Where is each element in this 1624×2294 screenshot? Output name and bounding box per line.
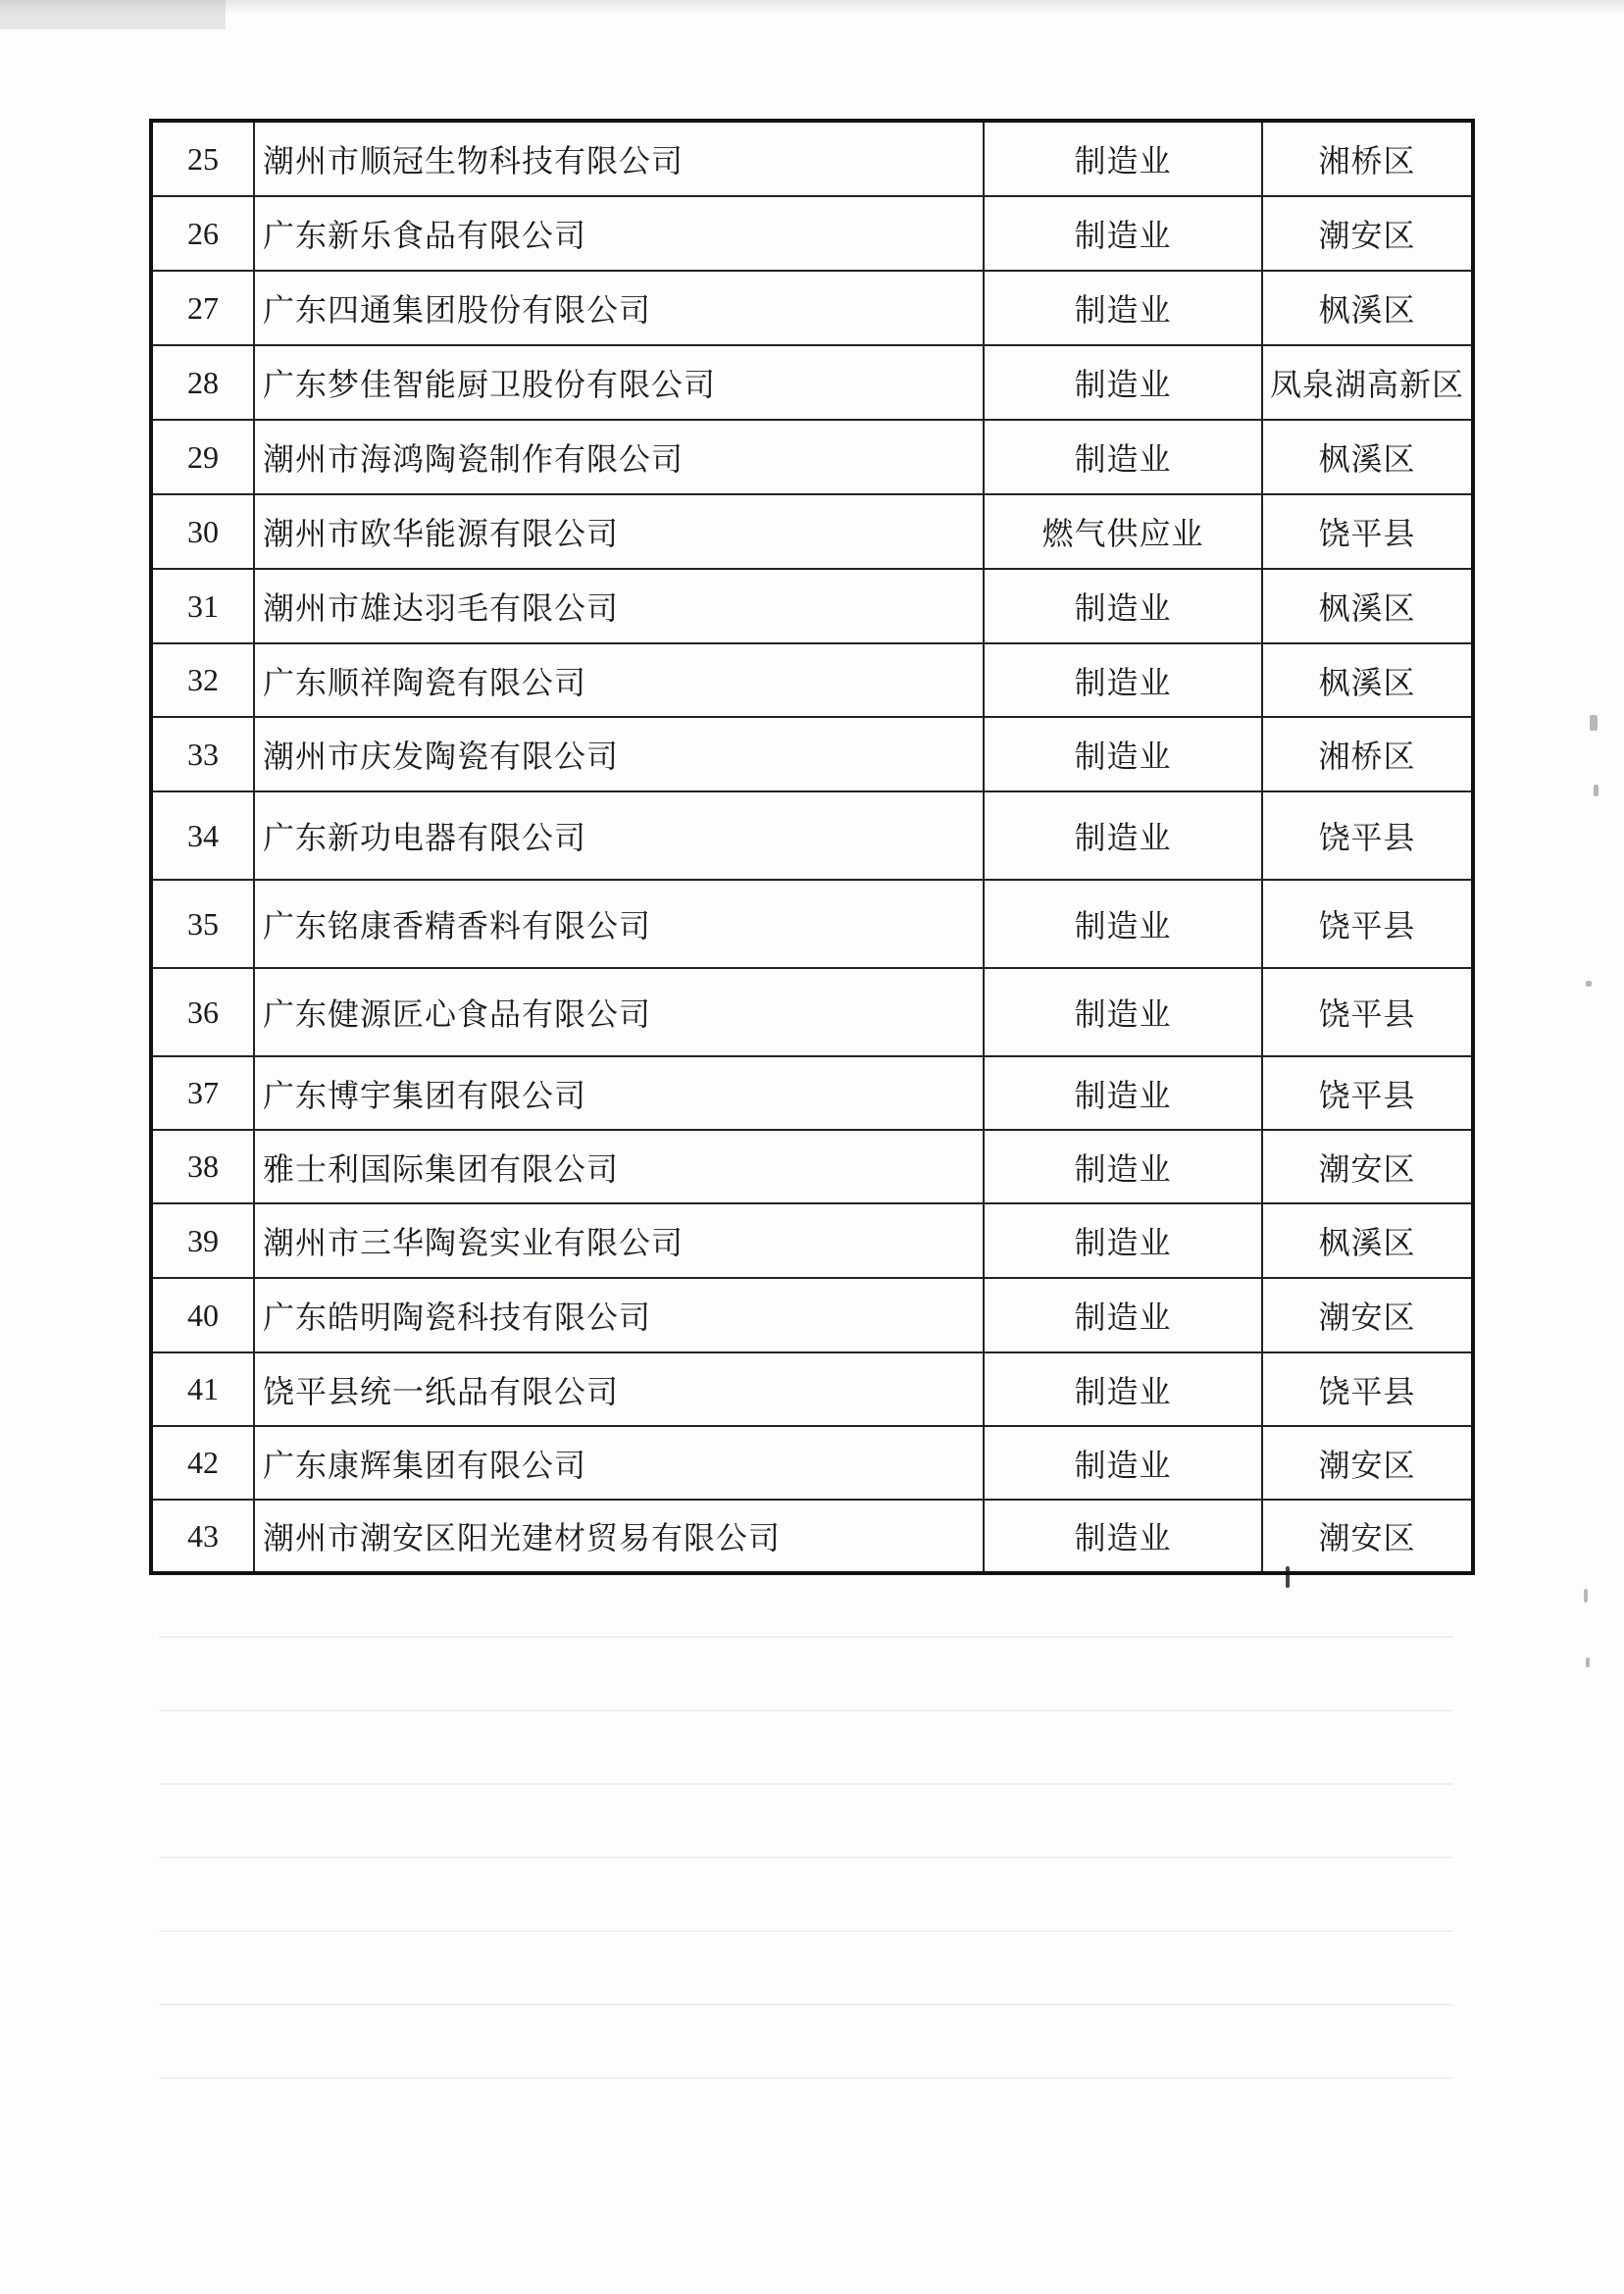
industry: 制造业 — [984, 569, 1262, 643]
row-number: 35 — [151, 880, 254, 968]
scan-speck — [1586, 1657, 1590, 1667]
company-name: 广东梦佳智能厨卫股份有限公司 — [254, 345, 984, 420]
table-row — [151, 1500, 1473, 1573]
district: 枫溪区 — [1262, 420, 1473, 494]
row-number: 29 — [151, 420, 254, 494]
row-number: 34 — [151, 791, 254, 880]
company-name: 广东皓明陶瓷科技有限公司 — [254, 1278, 984, 1352]
row-number: 32 — [151, 643, 254, 717]
district: 饶平县 — [1262, 494, 1473, 569]
table-row — [151, 1278, 1473, 1352]
district: 凤泉湖高新区 — [1262, 345, 1473, 420]
industry: 制造业 — [984, 880, 1262, 968]
row-number: 39 — [151, 1203, 254, 1278]
industry: 制造业 — [984, 196, 1262, 271]
table-row — [151, 420, 1473, 494]
industry: 制造业 — [984, 643, 1262, 717]
table-row — [151, 1426, 1473, 1500]
industry: 制造业 — [984, 1203, 1262, 1278]
row-number: 42 — [151, 1426, 254, 1500]
enterprise-list-table — [149, 119, 1464, 1575]
district: 饶平县 — [1262, 880, 1473, 968]
district: 饶平县 — [1262, 968, 1473, 1056]
industry: 制造业 — [984, 420, 1262, 494]
scan-corner-mark — [0, 0, 226, 29]
company-name: 广东四通集团股份有限公司 — [254, 271, 984, 345]
company-name: 潮州市顺冠生物科技有限公司 — [254, 121, 984, 196]
table-row — [151, 1130, 1473, 1203]
district: 枫溪区 — [1262, 1203, 1473, 1278]
table-row — [151, 791, 1473, 880]
company-name: 潮州市雄达羽毛有限公司 — [254, 569, 984, 643]
district: 潮安区 — [1262, 196, 1473, 271]
company-name: 广东康辉集团有限公司 — [254, 1426, 984, 1500]
scan-edge-shadow — [0, 0, 1624, 14]
table-row — [151, 1056, 1473, 1130]
company-name: 广东顺祥陶瓷有限公司 — [254, 643, 984, 717]
company-name: 潮州市三华陶瓷实业有限公司 — [254, 1203, 984, 1278]
industry: 制造业 — [984, 791, 1262, 880]
company-name: 潮州市庆发陶瓷有限公司 — [254, 717, 984, 791]
company-name: 广东健源匠心食品有限公司 — [254, 968, 984, 1056]
district: 枫溪区 — [1262, 569, 1473, 643]
table-row — [151, 569, 1473, 643]
table-row — [151, 121, 1473, 196]
table-row — [151, 494, 1473, 569]
industry: 制造业 — [984, 1426, 1262, 1500]
district: 潮安区 — [1262, 1426, 1473, 1500]
industry: 制造业 — [984, 1278, 1262, 1352]
table-row — [151, 196, 1473, 271]
row-number: 25 — [151, 121, 254, 196]
row-number: 33 — [151, 717, 254, 791]
row-number: 41 — [151, 1352, 254, 1426]
row-number: 37 — [151, 1056, 254, 1130]
industry: 制造业 — [984, 1130, 1262, 1203]
industry: 制造业 — [984, 1500, 1262, 1573]
company-name: 潮州市潮安区阳光建材贸易有限公司 — [254, 1500, 984, 1573]
row-number: 28 — [151, 345, 254, 420]
scan-speck — [1594, 785, 1599, 796]
company-name: 广东新功电器有限公司 — [254, 791, 984, 880]
company-name: 广东铭康香精香料有限公司 — [254, 880, 984, 968]
table-row — [151, 717, 1473, 791]
row-number: 30 — [151, 494, 254, 569]
industry: 制造业 — [984, 1056, 1262, 1130]
industry: 燃气供应业 — [984, 494, 1262, 569]
district: 湘桥区 — [1262, 121, 1473, 196]
table-row — [151, 968, 1473, 1056]
row-number: 26 — [151, 196, 254, 271]
district: 枫溪区 — [1262, 643, 1473, 717]
table-row — [151, 1203, 1473, 1278]
scan-speck — [1586, 981, 1592, 987]
scan-speck — [1590, 715, 1598, 731]
district: 潮安区 — [1262, 1278, 1473, 1352]
scan-speck — [1584, 1589, 1588, 1603]
district: 饶平县 — [1262, 1352, 1473, 1426]
industry: 制造业 — [984, 1352, 1262, 1426]
enterprise-table — [149, 119, 1475, 1575]
table-row — [151, 880, 1473, 968]
reverse-side-bleed-through — [159, 1564, 1453, 2114]
industry: 制造业 — [984, 968, 1262, 1056]
industry: 制造业 — [984, 345, 1262, 420]
district: 潮安区 — [1262, 1500, 1473, 1573]
company-name: 广东博宇集团有限公司 — [254, 1056, 984, 1130]
district: 潮安区 — [1262, 1130, 1473, 1203]
row-number: 43 — [151, 1500, 254, 1573]
company-name: 雅士利国际集团有限公司 — [254, 1130, 984, 1203]
industry: 制造业 — [984, 271, 1262, 345]
table-body — [151, 121, 1473, 1573]
table-row — [151, 1352, 1473, 1426]
district: 饶平县 — [1262, 1056, 1473, 1130]
district: 枫溪区 — [1262, 271, 1473, 345]
district: 湘桥区 — [1262, 717, 1473, 791]
table-row — [151, 345, 1473, 420]
company-name: 潮州市欧华能源有限公司 — [254, 494, 984, 569]
table-row — [151, 643, 1473, 717]
company-name: 饶平县统一纸品有限公司 — [254, 1352, 984, 1426]
industry: 制造业 — [984, 121, 1262, 196]
company-name: 广东新乐食品有限公司 — [254, 196, 984, 271]
row-number: 31 — [151, 569, 254, 643]
row-number: 38 — [151, 1130, 254, 1203]
table-row — [151, 271, 1473, 345]
district: 饶平县 — [1262, 791, 1473, 880]
row-number: 36 — [151, 968, 254, 1056]
row-number: 40 — [151, 1278, 254, 1352]
row-number: 27 — [151, 271, 254, 345]
industry: 制造业 — [984, 717, 1262, 791]
company-name: 潮州市海鸿陶瓷制作有限公司 — [254, 420, 984, 494]
